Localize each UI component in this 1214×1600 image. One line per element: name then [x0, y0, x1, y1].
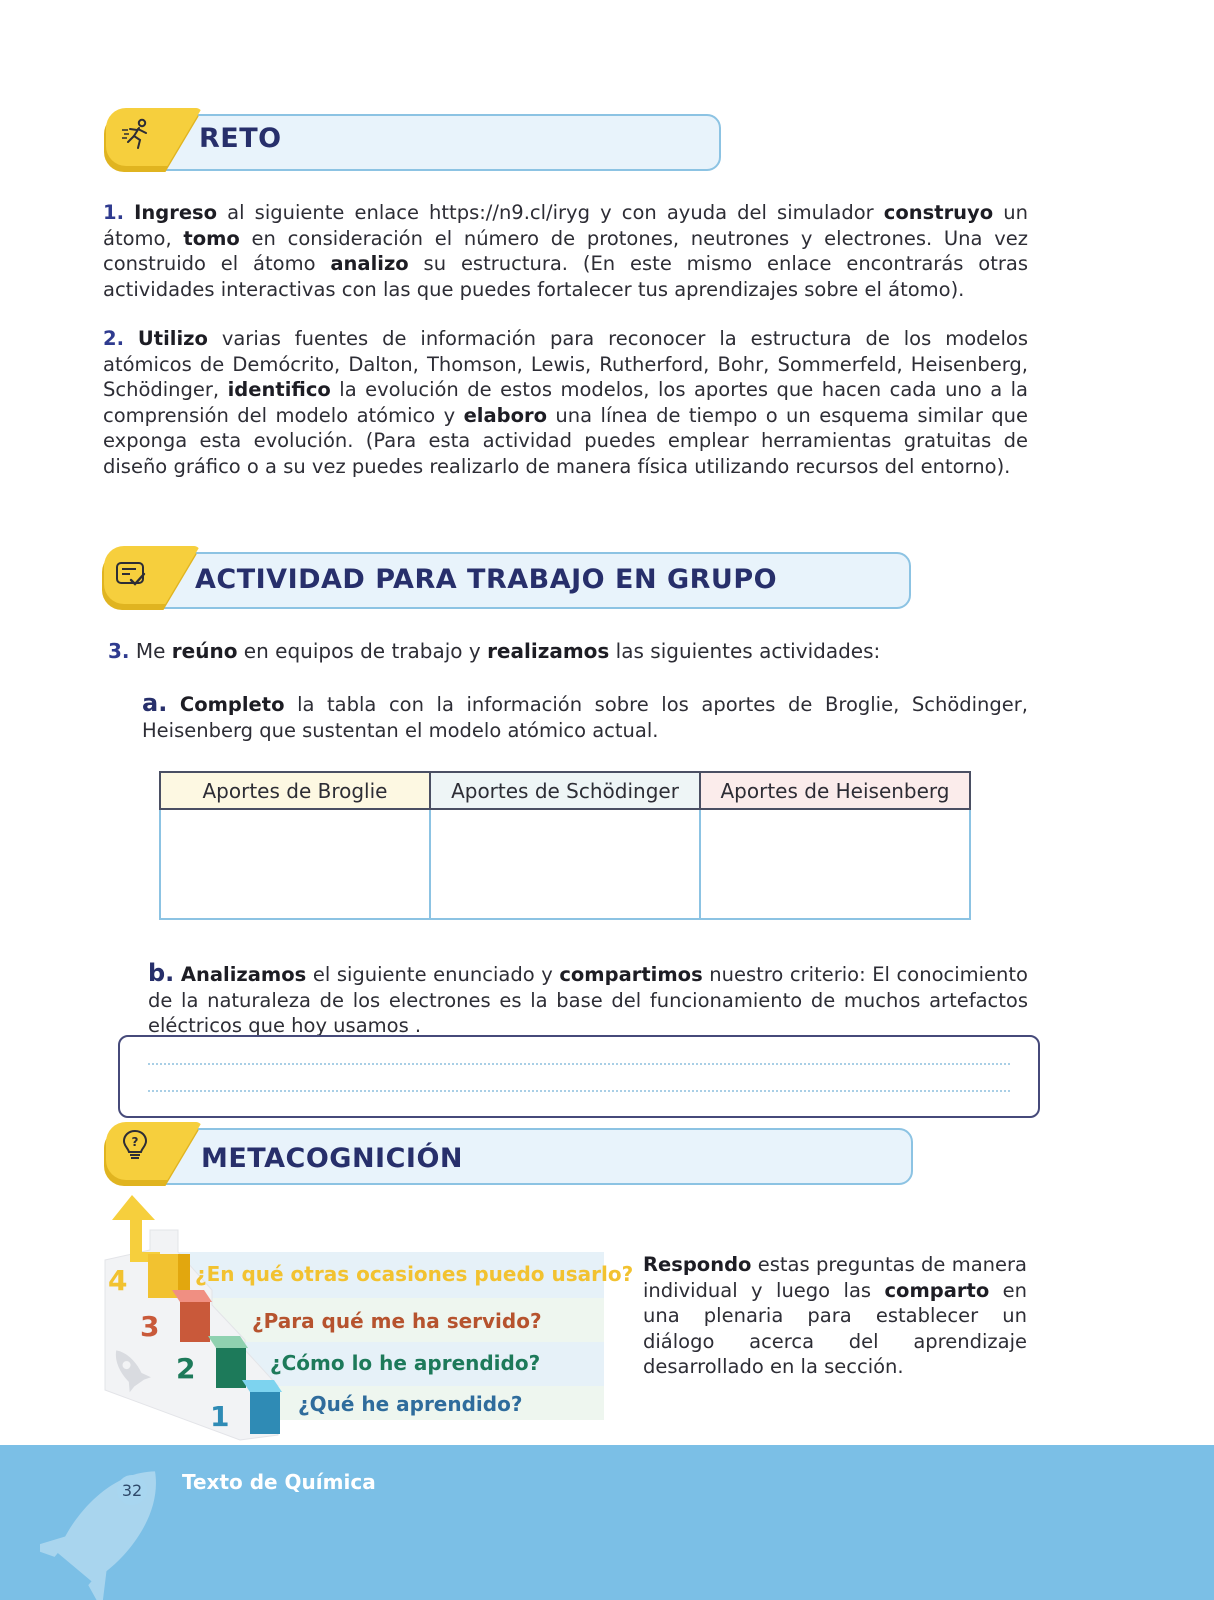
item-text: una línea de tiempo o un esquema similar que exponga esta evolución. (Para esta actividad puedes emplear herramientas gratuitas de diseño gráfico o a su vez puedes realizarlo de manera física utilizando recursos del entorno). — [103, 403, 1028, 478]
item-letter: b. — [148, 959, 175, 987]
answer-line — [148, 1063, 1010, 1065]
svg-text:?: ? — [131, 1135, 139, 1149]
step-question-2: ¿Cómo lo he aprendido? — [270, 1351, 541, 1375]
step-question-4: ¿En qué otras ocasiones puedo usarlo? — [195, 1262, 634, 1286]
item-number: 1. — [103, 201, 124, 224]
keyword: analizo — [330, 252, 409, 275]
item-text: nuestro criterio: El conocimiento de la naturaleza de los electrones es la base del funcionamiento de muchos artefactos eléctricos que hoy usamos . — [148, 963, 1028, 1037]
keyword: reúno — [171, 639, 238, 663]
aportes-table — [159, 771, 971, 920]
table-row — [160, 809, 970, 919]
item-text: la evolución de estos modelos, los aportes que hacen cada uno a la comprensión del modelo atómico y — [103, 378, 1028, 427]
keyword: realizamos — [487, 639, 610, 663]
reto-title: RETO — [199, 123, 282, 154]
table-cell-broglie[interactable] — [160, 809, 430, 919]
item-text: las siguientes actividades: — [609, 639, 881, 663]
step-question-3: ¿Para qué me ha servido? — [252, 1309, 542, 1333]
lightbulb-question-icon — [118, 1128, 152, 1162]
reto-item-2 — [103, 326, 1028, 479]
step-question-1: ¿Qué he aprendido? — [298, 1392, 523, 1416]
table-header-row — [160, 772, 970, 809]
grupo-item-b — [148, 961, 1028, 1039]
keyword: comparto — [884, 1278, 990, 1302]
keyword: compartimos — [559, 963, 703, 986]
item-number: 2. — [103, 327, 124, 350]
grupo-title: ACTIVIDAD PARA TRABAJO EN GRUPO — [195, 564, 778, 595]
footer-rocket-icon — [40, 1445, 190, 1600]
meta-title: METACOGNICIÓN — [201, 1143, 464, 1174]
item-text: un átomo, — [103, 201, 1029, 250]
grupo-item-3 — [108, 639, 1008, 665]
keyword: elaboro — [463, 403, 547, 427]
table-header-broglie: Aportes de Broglie — [160, 772, 430, 809]
book-title: Texto de Química — [182, 1470, 376, 1494]
item-text: en consideración el número de protones, neutrones y electrones. Una vez construido el átomo — [103, 226, 1028, 275]
page-footer — [0, 1445, 1214, 1600]
keyword: Respondo — [643, 1253, 752, 1276]
answer-box[interactable] — [118, 1035, 1040, 1118]
page-number: 32 — [117, 1475, 147, 1505]
keyword: Analizamos — [180, 963, 307, 986]
item-number: 3. — [108, 639, 130, 663]
item-text: en equipos de trabajo y — [237, 639, 488, 663]
table-header-schodinger: Aportes de Schödinger — [430, 772, 700, 809]
keyword: construyo — [883, 201, 994, 224]
item-text: al siguiente enlace https://n9.cl/iryg y con ayuda del simulador — [217, 201, 884, 224]
running-person-icon — [120, 117, 154, 151]
item-letter: a. — [142, 689, 168, 717]
table-cell-heisenberg[interactable] — [700, 809, 970, 919]
step-number-4: 4 — [108, 1264, 128, 1297]
keyword: identifico — [227, 378, 331, 401]
reto-item-1 — [103, 200, 1028, 302]
answer-line — [148, 1090, 1010, 1092]
table-header-heisenberg: Aportes de Heisenberg — [700, 772, 970, 809]
step-number-3: 3 — [140, 1310, 160, 1343]
keyword: Completo — [179, 693, 285, 716]
checklist-icon — [114, 558, 148, 592]
item-text: el siguiente enunciado y — [306, 963, 560, 986]
step-number-1: 1 — [210, 1400, 230, 1433]
table-cell-schodinger[interactable] — [430, 809, 700, 919]
keyword: Utilizo — [137, 327, 208, 350]
keyword: Ingreso — [134, 201, 218, 224]
step-number-2: 2 — [176, 1352, 196, 1385]
item-text: varias fuentes de información para reconocer la estructura de los modelos atómicos de Demócrito, Dalton, Thomson, Lewis, Rutherford, Bohr, Sommerfeld, Heisenberg, Schödinger, — [103, 327, 1029, 401]
item-text: su estructura. (En este mismo enlace encontrarás otras actividades interactivas con las que puedes fortalecer tus aprendizajes sobre el átomo). — [103, 252, 1028, 301]
grupo-item-a — [142, 691, 1028, 743]
item-text: Me — [129, 639, 172, 663]
item-text: en una plenaria para establecer un diálogo acerca del aprendizaje desarrollado en la sección. — [643, 1278, 1027, 1378]
keyword: tomo — [183, 226, 240, 250]
item-text: estas preguntas de manera individual y luego las — [643, 1253, 1027, 1302]
meta-side-text — [643, 1252, 1027, 1380]
item-text: la tabla con la información sobre los aportes de Broglie, Schödinger, Heisenberg que sustentan el modelo atómico actual. — [142, 693, 1028, 742]
